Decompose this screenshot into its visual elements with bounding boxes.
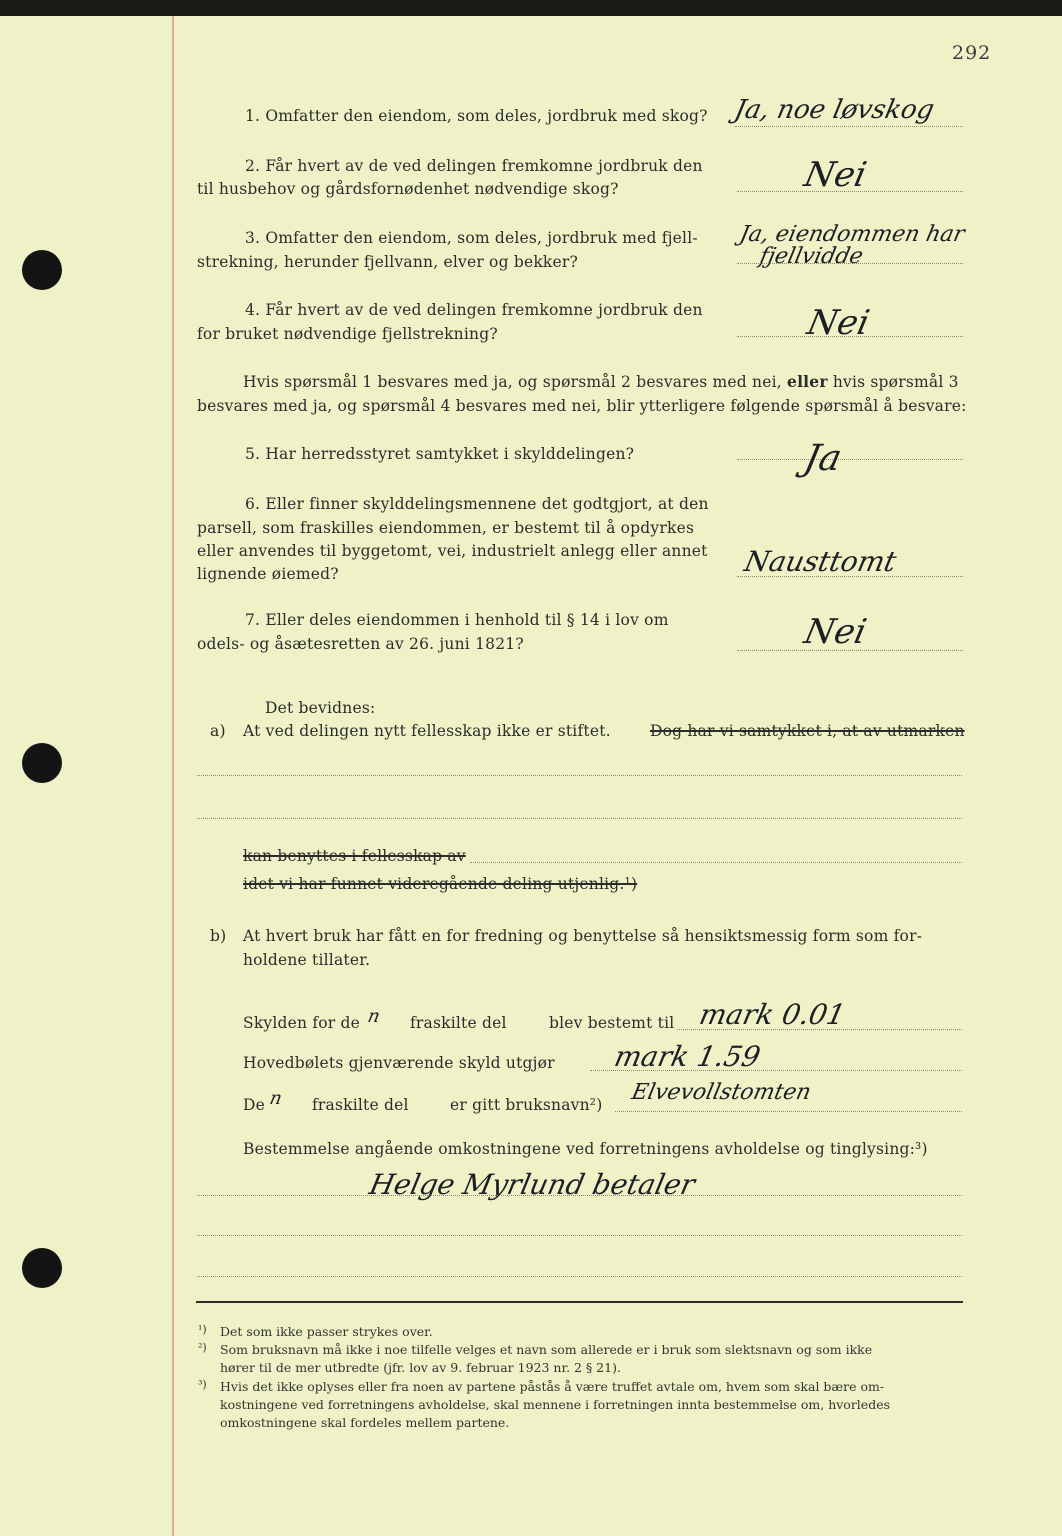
skyld-line-3-b: fraskilte del [312,1096,409,1114]
question-7-line-1: 7. Eller deles eiendommen i henhold til § 14 i lov om [245,611,669,629]
answer-line [615,1111,962,1112]
skyld-line-3-c: er gitt bruksnavn²) [450,1096,603,1114]
margin-line [172,16,174,1536]
condition-text-a: Hvis spørsmål 1 besvares med ja, og spørsmål 2 besvares med nei, [243,373,782,391]
punch-hole-middle [22,743,62,783]
footnote-1: Det som ikke passer strykes over. [220,1324,433,1339]
blank-line [470,862,962,863]
condition-bold: eller [787,372,828,391]
question-6-line-4: lignende øiemed? [197,565,339,583]
condition-text-b: hvis spørsmål 3 [832,373,959,391]
question-2-line-1: 2. Får hvert av de ved delingen fremkomne jordbruk den [245,157,703,175]
answer-4: Nei [803,303,874,343]
answer-3-line-1: Ja, eiendommen har [737,222,967,247]
question-5: 5. Har herredsstyret samtykket i skylddelingen? [245,445,635,463]
bevidnes-a-label: a) [210,722,226,740]
question-6-line-3: eller anvendes til byggetomt, vei, industrielt anlegg eller annet [197,542,708,560]
footnote-2-line-1: Som bruksnavn må ikke i noe tilfelle velges et navn som allerede er i bruk som slektsnavn og som ikke [220,1342,873,1357]
skyld-line-1-b: fraskilte del [410,1014,507,1032]
answer-2: Nei [800,155,871,195]
condition-line-1 [243,370,959,394]
skyld-line-3-a: De [243,1096,266,1114]
skyld-line-1-a: Skylden for de [243,1014,361,1032]
question-6-line-1: 6. Eller finner skylddelingsmennene det godtgjort, at den [245,495,709,513]
skyld-value-3: Elvevollstomten [629,1080,814,1105]
bevidnes-b-line-1: At hvert bruk har fått en for fredning og benyttelse så hensiktsmessig form som for- [243,927,923,945]
scan-top-edge [0,0,1062,16]
answer-5: Ja [800,438,846,479]
footnote-3-number: ³) [198,1378,207,1391]
answer-line [737,336,963,337]
answer-line [737,459,963,460]
bevidnes-a-struck: Dog har vi samtykket i, at av utmarken [650,722,965,740]
struck-line-2: idet vi har funnet videregående deling utjenlig.¹) [243,875,638,893]
footnote-1-number: ¹) [198,1323,207,1336]
punch-hole-top [22,250,62,290]
skyld-line-3-hw: n [267,1088,284,1109]
bevidnes-title: Det bevidnes: [265,699,376,717]
bevidnes-b-line-2: holdene tillater. [243,951,371,969]
blank-line [197,1195,962,1196]
footnote-3-line-1: Hvis det ikke oplyses eller fra noen av partene påstås å være truffet avtale om, hvem som skal bære om- [220,1379,885,1394]
footnote-2-number: ²) [198,1341,207,1354]
question-1: 1. Omfatter den eiendom, som deles, jordbruk med skog? [245,107,708,125]
answer-line [677,1029,962,1030]
question-4-line-1: 4. Får hvert av de ved delingen fremkomne jordbruk den [245,301,703,319]
answer-line [735,126,963,127]
footnote-rule [196,1301,963,1303]
answer-7: Nei [800,612,871,652]
answer-6: Nausttomt [741,545,900,578]
skyld-line-2-a: Hovedbølets gjenværende skyld utgjør [243,1054,555,1072]
question-6-line-2: parsell, som fraskilles eiendommen, er bestemt til å opdyrkes [197,519,695,537]
page-number: 292 [952,42,992,64]
blank-line [197,1235,962,1236]
footnote-3-line-3: omkostningene skal fordeles mellem partene. [220,1415,510,1430]
question-3-line-2: strekning, herunder fjellvann, elver og bekker? [197,253,579,271]
bestemmelse-value: Helge Myrlund betaler [366,1168,698,1201]
footnote-3-line-2: kostningene ved forretningens avholdelse, skal mennene i forretningen innta bestemmelse om, hvorledes [220,1397,891,1412]
question-4-line-2: for bruket nødvendige fjellstrekning? [197,325,498,343]
skyld-line-1-hw: n [365,1006,382,1027]
condition-line-2: besvares med ja, og spørsmål 4 besvares med nei, blir ytterligere følgende spørsmål å besvare: [197,397,967,415]
blank-line [197,818,962,819]
skyld-value-1: mark 0.01 [696,998,849,1031]
bevidnes-a-text: At ved delingen nytt fellesskap ikke er stiftet. [243,722,611,740]
answer-1: Ja, noe løvskog [731,95,937,125]
footnote-2-line-2: hører til de mer utbredte (jfr. lov av 9. februar 1923 nr. 2 § 21). [220,1360,621,1375]
question-3-line-1: 3. Omfatter den eiendom, som deles, jordbruk med fjell- [245,229,698,247]
punch-hole-bottom [22,1248,62,1288]
answer-line [737,650,963,651]
answer-3-line-2: fjellvidde [757,244,866,269]
answer-line [737,576,963,577]
struck-line-1: kan benyttes i fellesskap av [243,847,466,865]
blank-line [197,775,962,776]
question-7-line-2: odels- og åsætesretten av 26. juni 1821? [197,635,524,653]
blank-line [197,1276,962,1277]
answer-line [590,1070,962,1071]
skyld-value-2: mark 1.59 [611,1040,764,1073]
bevidnes-b-label: b) [210,927,227,945]
answer-line [737,263,963,264]
skyld-line-1-c: blev bestemt til [549,1014,675,1032]
question-2-line-2: til husbehov og gårdsfornødenhet nødvendige skog? [197,180,619,198]
bestemmelse-label: Bestemmelse angående omkostningene ved forretningens avholdelse og tinglysing:³) [243,1140,928,1158]
